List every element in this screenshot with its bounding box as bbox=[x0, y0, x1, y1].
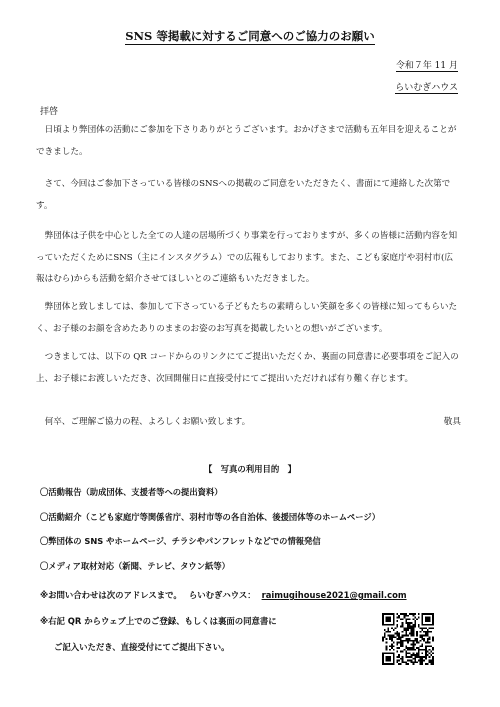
contact-text: ※お問い合わせは次のアドレスまで。 らいむぎハウス： bbox=[40, 590, 256, 600]
contact-line bbox=[40, 589, 407, 601]
paragraph-activities: 弊団体は子供を中心とした全ての人達の居場所づくり事業を行っておりますが、多くの皆様に活動内容を知っていただくためにSNS（主にインスタグラム）での広報もしております。また、こども家庭庁や羽村市(広報はむら)からも活動を紹介させてほしいとのご連絡もいただきました。 bbox=[36, 231, 458, 284]
list-item: 〇活動報告（助成団体、支援者等への提出資料） bbox=[40, 487, 223, 497]
qr-note-line-2: ご記入いただき、直接受付にてご提出下さい。 bbox=[54, 642, 230, 652]
photo-purpose-list bbox=[40, 485, 470, 583]
qr-code[interactable] bbox=[382, 613, 434, 665]
salutation: 拝啓 bbox=[40, 107, 59, 117]
paragraph-wish: 弊団体と致しましては、参加して下さっている子どもたちの素晴らしい笑顔を多くの皆様に知ってもらいたく、お子様のお顔を含めたありのままのお姿のお写真を掲載したいとの想いがございます。 bbox=[36, 302, 458, 334]
organization-name: らいむぎハウス bbox=[395, 83, 458, 93]
closing-text: 何卒、ご理解ご協力の程、よろしくお願い致します。 bbox=[44, 417, 251, 427]
paragraph-purpose: さて、今回はご参加下さっている皆様のSNSへの掲載のご同意をいただきたく、書面にて連絡した次第です。 bbox=[36, 179, 451, 211]
qr-note-line-1: ※右記 QR からウェブ上でのご登録、もしくは裏面の同意書に bbox=[40, 616, 277, 626]
document-title: SNS 等掲載に対するご同意へのご協力のお願い bbox=[125, 29, 375, 43]
closing bbox=[36, 415, 461, 427]
paragraph-greeting: 日頃より弊団体の活動にご参加を下さりありがとうございます。おかげさまで活動も五年目を迎えることができました。 bbox=[36, 125, 457, 157]
email-link[interactable]: raimugihouse2021@gmail.com bbox=[261, 590, 407, 600]
list-item: 〇メディア取材対応（新聞、テレビ、タウン紙等） bbox=[40, 560, 230, 571]
list-item: 〇活動紹介（こども家庭庁等関係省庁、羽村市等の各自治体、後援団体等のホームページ） bbox=[40, 511, 381, 522]
document-date: 令和７年 11 月 bbox=[395, 61, 458, 71]
closing-signoff: 敬具 bbox=[443, 417, 461, 427]
photo-purpose-heading: 【 写真の利用目的 】 bbox=[203, 464, 297, 474]
paragraph-request: つきましては、以下の QR コードからのリンクにてご提出いただくか、裏面の同意書に必要事項をご記入の上、お子様にお渡しいただき、次回開催日に直接受付にてご提出いただければ有り難く存じます。 bbox=[36, 352, 459, 384]
list-item: 〇弊団体の SNS やホームページ、チラシやパンフレットなどでの情報発信 bbox=[40, 536, 321, 546]
